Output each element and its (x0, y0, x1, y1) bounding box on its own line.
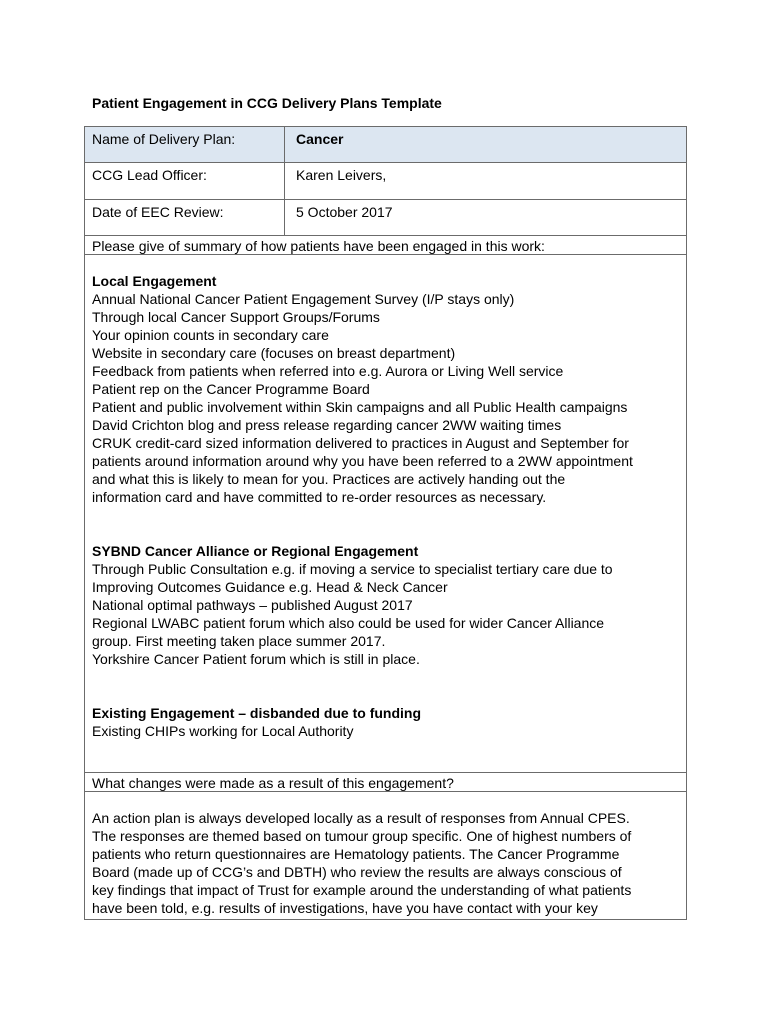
regional-line: Improving Outcomes Guidance e.g. Head & Neck Cancer (92, 579, 448, 595)
regional-line: National optimal pathways – published August 2017 (92, 597, 413, 613)
local-line: information card and have committed to re-order resources as necessary. (92, 489, 547, 505)
changes-line: patients who return questionnaires are Hematology patients. The Cancer Programme (92, 846, 620, 862)
local-line: CRUK credit-card sized information delivered to practices in August and September for (92, 435, 629, 451)
changes-prompt: What changes were made as a result of this engagement? (92, 775, 454, 791)
eec-review-date-value: 5 October 2017 (296, 204, 393, 220)
row-lead-officer (84, 163, 687, 200)
row-engagement-details (84, 255, 687, 773)
document-title: Patient Engagement in CCG Delivery Plans Template (92, 95, 442, 111)
local-line: Annual National Cancer Patient Engagement Survey (I/P stays only) (92, 291, 515, 307)
local-line: Your opinion counts in secondary care (92, 327, 329, 343)
regional-line: Yorkshire Cancer Patient forum which is still in place. (92, 651, 420, 667)
row-delivery-plan-name (84, 126, 687, 163)
existing-engagement-heading: Existing Engagement – disbanded due to funding (92, 705, 422, 721)
regional-line: group. First meeting taken place summer 2017. (92, 633, 386, 649)
summary-prompt: Please give of summary of how patients have been engaged in this work: (92, 238, 545, 254)
delivery-plan-name-label: Name of Delivery Plan: (92, 131, 236, 147)
eec-review-date-label: Date of EEC Review: (92, 204, 224, 220)
row-changes-details (84, 792, 687, 920)
lead-officer-label: CCG Lead Officer: (92, 167, 207, 183)
changes-line: have been told, e.g. results of investigations, have you have contact with your key (92, 900, 598, 916)
local-line: David Crichton blog and press release regarding cancer 2WW waiting times (92, 417, 562, 433)
row-changes-prompt (84, 773, 687, 792)
delivery-plan-table (84, 126, 687, 920)
changes-line: Board (made up of CCG’s and DBTH) who review the results are always conscious of (92, 864, 622, 880)
local-line: Patient rep on the Cancer Programme Board (92, 381, 370, 397)
row-eec-review-date (84, 200, 687, 236)
changes-line: The responses are themed based on tumour group specific. One of highest numbers of (92, 828, 632, 844)
regional-line: Through Public Consultation e.g. if moving a service to specialist tertiary care due to (92, 561, 613, 577)
local-line: Feedback from patients when referred into e.g. Aurora or Living Well service (92, 363, 564, 379)
regional-line: Regional LWABC patient forum which also could be used for wider Cancer Alliance (92, 615, 605, 631)
lead-officer-value: Karen Leivers, (296, 167, 387, 183)
delivery-plan-name-value: Cancer (296, 131, 344, 147)
existing-line: Existing CHIPs working for Local Authority (92, 723, 354, 739)
local-line: and what this is likely to mean for you. Practices are actively handing out the (92, 471, 566, 487)
local-engagement-heading: Local Engagement (92, 273, 217, 289)
local-line: Patient and public involvement within Skin campaigns and all Public Health campaigns (92, 399, 628, 415)
regional-engagement-heading: SYBND Cancer Alliance or Regional Engagement (92, 543, 419, 559)
changes-line: An action plan is always developed locally as a result of responses from Annual CPES. (92, 810, 630, 826)
row-summary-prompt (84, 236, 687, 255)
local-line: Through local Cancer Support Groups/Forums (92, 309, 380, 325)
local-line: patients around information around why you have been referred to a 2WW appointment (92, 453, 633, 469)
local-line: Website in secondary care (focuses on breast department) (92, 345, 456, 361)
changes-line: key findings that impact of Trust for example around the understanding of what patients (92, 882, 632, 898)
